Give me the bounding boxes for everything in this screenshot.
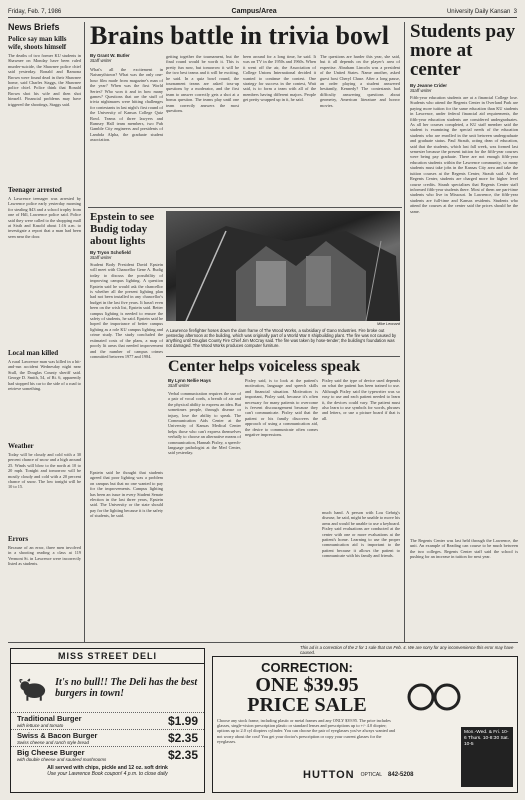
optical-store-block	[303, 769, 413, 781]
optical-body: Choose any stock frame, including plastic or metal frames and any ONLY $39.95. The price includes glasses, single-vision prescription plastic or standard lenses and prescriptions up to +/- 4.0 diopter; options up to 2.0 cyl diopters cylinder. You can choose the pair of eyeglasses you've always wanted and not worry about the cost! You get your doctor's prescription or copy your current glasses for the eyeglasses.	[217, 718, 396, 744]
news-briefs-column	[8, 22, 81, 640]
center-body-col-4: much hand. A person with Lou Gehrig's disease, he said, might be unable to move his arms and would be unable to use a keyboard. Pixley said evaluations are conducted at the center with one or more evaluations at the patient's home. Learning to use the proper communication aid is important to the patient because it allows the patient to communicate with his family and friends.	[322, 510, 400, 559]
deli-item-text	[17, 748, 106, 762]
trivia-body-col-1: What's all the excitement in Naismythtown? What was the only one-hour film made from magazine's man of the year? When was the first World Series? Who won it and in how many games? Questions that are the stuff of trivia nightmares were hitting challenges for contestants in last night's first round of the University of Kansas College Quiz Bowl. Teams of three lawyers and Ramsey Hall team members, two Pub Gamble City engineers and presidents of Lambda Alpha, the graduate student association.	[90, 67, 163, 143]
photo-caption: A Lawrence firefighter hoses down the dam frame of The Wood Works, a subsidiary of Gano Industries. Fire broke out yesterday afternoon at the building, which was originally part of a World War II shipbuilding plant. The fire was not caused by anything until Douglas County Fire Chief Jim McCray said. The fire was taken by hose-tender; the building's foundation was not damaged. The Wood Works produces computer furniture.	[166, 328, 397, 348]
trivia-headline: Brains battle in trivia bowl	[90, 21, 390, 50]
deli-footer: All served with chips, pickle and 12 oz. soft drink	[47, 765, 168, 771]
deli-menu	[11, 712, 204, 763]
brief-headline-4: Weather	[8, 442, 34, 450]
paper-name-page	[447, 9, 517, 15]
center-body-col-3: Pixley said the type of device used depends on what the patient has been trained to use. Although Pixley said the typewriter was so easy to use and each patient needed to learn it, the devices could vary. The patient must also learn to use symbols for words, phrases and letters, or use a picture board if that is all.	[322, 378, 400, 421]
optical-hours-box	[461, 727, 513, 787]
correction-title: CORRECTION:	[261, 660, 353, 675]
price-line-1: ONE $39.95	[255, 674, 359, 696]
students-pay-column	[410, 22, 518, 642]
optical-store-name: HUTTON	[303, 769, 355, 781]
students-pay-body-2: The Regents Center was last held through the Lawrence, the unit. An example of Reading can course to be much between the two colleges. Regents Center staff said the school is pushing for an increase in tuition for next year.	[410, 538, 518, 560]
deli-menu-item	[11, 746, 204, 763]
brief-headline-2: Teenager arrested	[8, 186, 62, 194]
deli-item-price: $2.35	[167, 748, 198, 762]
deli-tagline: It's no bull!! The Deli has the best burgers in town!	[55, 677, 198, 699]
news-briefs-title: News Briefs	[8, 22, 60, 32]
deli-item-detail: Swiss cheese and ranch style bread	[17, 740, 90, 745]
page-header	[8, 6, 517, 18]
deli-item-name: Swiss & Bacon Burger	[17, 731, 98, 740]
page-number: 3	[513, 8, 517, 15]
optical-ad-main	[217, 660, 397, 760]
optical-store-sub: OPTICAL	[360, 772, 383, 778]
deli-item-price: $2.35	[167, 731, 198, 745]
epstein-body-continued: Epstein said he thought that students agreed that poor lighting was a problem on campus but that no one wanted to pay for the improvements. Campus lighting has been an issue in every Student Senate election in the last three years, Epstein said. The University or the state should pay for the lighting because it is the safety of students, he said.	[90, 470, 163, 519]
ad-separator	[8, 642, 518, 643]
trivia-byline: By Grant W. Butler	[90, 53, 130, 58]
fire-photo-art	[166, 211, 400, 321]
deli-item-detail: with double cheese and sautéed mushrooms	[17, 757, 107, 762]
paper-name: University Daily Kansan	[446, 8, 511, 15]
center-byline-role: Staff writer	[168, 383, 190, 388]
column-divider-right	[404, 22, 405, 642]
glasses-icon	[403, 667, 463, 727]
deli-item-name: Big Cheese Burger	[17, 748, 85, 757]
epstein-body: Student Body President David Epstein will meet with Chancellor Gene A. Budig today to discuss the possibility of improving campus lighting. A question Epstein said he would ask the chancellor is whether all the present lighting plan had not been installed in any chancellor's budget in the last five years. It hasn't even been on the wish list, Epstein said. Better campus lighting is needed to ensure the safety of students, he said. Epstein said he hoped the importance of better campus lighting as a role KU campus lighting and crime study. The study concluded the estimated costs of the plans, a map of poorly lit areas that needed improvement and the number of campus crimes committed between 1977 and 1984.	[90, 262, 163, 359]
deli-item-text	[17, 714, 82, 728]
trivia-body-col-4: The questions are harder this year, she said, but it all depends on the player's area of expertise. Abraham Lincoln was a president of the United States. Name another, asked guest host Cheryl Chase. After a long pause, an order playing a student answered hesitantly, Kennedy? The contestants had difficulty answering questions about geometry, American literature and horror movies.	[320, 54, 400, 108]
deli-footer-2: Use your Lawrence Book coupon! 4 p.m. to close daily	[47, 771, 168, 777]
epstein-byline-role: Staff writer	[90, 255, 112, 260]
optical-ad	[212, 656, 518, 793]
deli-ad	[10, 648, 205, 793]
brief-body-3: A rural Lawrence man was killed in a hit-and-run accident Wednesday night near Stull, the Douglas County sheriff said. George D. Smith, 54, of Rt. 6, apparently had stopped his car to the side of a road to retrieve something.	[8, 359, 81, 392]
photo-credit: Mike Leonard	[376, 322, 400, 326]
brief-body-1: The deaths of two former KU students in Shawnee on Monday have been ruled murder-suicide, the Shawnee police chief said yesterday. Ronald and Ramona Brown were found dead in their Shawnee home, said Charles Staggs, the Shawnee police chief. Police think that Ronald Brown shot his wife and then shot himself. Financial problems may have triggered the shootings, Staggs said.	[8, 53, 81, 107]
students-pay-byline: By Jeanne Crider	[410, 83, 448, 88]
bull-icon	[17, 668, 49, 708]
trivia-body-col-2: getting together the tournament, but the final round would be worth it. This is pretty fun now, but tomorrow it will be the two best teams and it will be exciting, he said. In a quiz bowl round, the tournament teams are asked toss-up questions by a moderator, and the first team to answer correctly gets a shot at a bonus question. The teams play until one team correctly answers the most questions.	[166, 54, 239, 114]
students-pay-body: Fifth-year education students are at a financial College lose. Students who attend the Regents Center in Overland Park are paying more tuition for the same education than KU students in Lawrence, under federal financial aid requirements, the fifth-year education students are considered undergraduates. As all her courses completed, a KU staff member said the student is examining the special needs of the education students who are enrolled in the unit between undergraduate and graduate status. Paul Straub, acting dean of education, said that the students, which last fall week, was formed last semester because the present tuition for the fifth-year courses were being pay graduate. There are not enough fifth-year education students within the Lawrence community, so many students must take jobs in the Kansas City area and take the tuition courses at the Regents Center, Straub said. At the Regents Center, students are charged more for higher level course credits. Straub specializes that Regents Center staff informed fifth-year students there. Most of them are part-time students who live in Missouri. In Lawrence, the fifth-year students are full-time and Kansas residents. Students who attend the courses at the center said the prices should be the same.	[410, 95, 518, 214]
section-rule	[88, 207, 402, 208]
epstein-byline: By Tryon Schofield	[90, 250, 131, 255]
deli-item-name: Traditional Burger	[17, 714, 82, 723]
optical-phone: 842-5208	[388, 772, 414, 778]
brief-headline-1: Police say man kills wife, shoots himself	[8, 35, 67, 51]
deli-brand: MISS STREET DELI	[11, 649, 204, 664]
brief-body-4: Today will be cloudy and cold with a 30 percent chance of snow and a high around 25. Winds will blow to the north at 10 to 20 mph. Tonight and tomorrow will be mostly cloudy and cold with a 20 percent chance of snow. The low tonight will be 10 to 15.	[8, 452, 81, 490]
center-story-rule	[166, 356, 400, 357]
section-name: Campus/Area	[231, 8, 277, 15]
correction-notice: This ad is a correction of the 2 for 1 sale that ran Feb. 4. We are sorry for any inconvenience this error may have caused.	[300, 645, 514, 655]
center-byline: By Lynn Nellie Hays	[168, 378, 211, 383]
center-body-col-1: Verbal communication requires the use of a pair of vocal cords, a breath of air and the physical ability to express an idea. But sometimes people, through disease or injury, lose the ability to speak. The Communication Aids Center at the University of Kansas Medical Center helps those who can't express themselves verbally to choose an alternative means of communication, Hannah Pixley, a speech-language pathologist at the Med Center, said yesterday.	[168, 391, 241, 456]
center-headline: Center helps voiceless speak	[168, 358, 361, 375]
students-pay-byline-role: Staff writer	[410, 88, 432, 93]
center-byline-block	[168, 378, 241, 390]
column-divider	[84, 22, 85, 642]
fire-photo	[166, 211, 400, 321]
brief-headline-5: Errors	[8, 535, 29, 543]
students-pay-headline: Students pay more at center	[410, 22, 516, 80]
deli-promo	[11, 664, 204, 712]
price-line-2: PRICE SALE	[247, 694, 367, 716]
center-body-col-2: Pixley said, is to look at the patient's motivation, language and speech skills and financial situation. Motivation is important, Pixley said, because it's often necessary for many patients to overcome is fervent discouragement because they can't communicate. Pixley said that the patient or his family discovers the approach of using a communication aid, the desire to communicate often comes negative impressions.	[245, 378, 318, 438]
trivia-byline-block	[90, 53, 160, 67]
trivia-body-col-3: been around for a long time, he said. It was on TV in the 1950s and 1960s. When it went off the air, the Association of College Unions International decided it wanted to continue the contest. One strategy for success in the contest, Watt said, is to form a team with all of the members having different majors. People get pretty wrapped up in it, he said.	[243, 54, 316, 103]
epstein-headline: Epstein to see Budig today about lights	[90, 211, 155, 247]
deli-menu-item	[11, 712, 204, 729]
brief-headline-3: Local man killed	[8, 349, 59, 357]
trivia-byline-role: Staff writer	[90, 58, 112, 63]
issue-date: Friday, Feb. 7, 1986	[8, 8, 62, 15]
deli-item-text	[17, 731, 97, 745]
deli-menu-item	[11, 729, 204, 746]
brief-body-5: Because of an error, three men involved in a shooting reading a class at 119 Vermont St. in Lawrence were incorrectly listed as students.	[8, 545, 81, 567]
optical-hours: Mon.-Wed. & Fri. 10-6 Thurs. 10-8:30 Sat. 10-5	[464, 730, 509, 747]
brief-body-2: A Lawrence teenager was arrested by Lawrence police early yesterday morning for stealing $43 and a school trophy from one of Hill, Lawrence police said. Police said they were called to the shopping mall at Sixth and Kasold about 1:16 a.m. to investigate a report that a man had been seen near the door.	[8, 196, 81, 239]
deli-item-detail: with lettuce and tomato	[17, 723, 64, 728]
deli-item-price: $1.99	[167, 714, 198, 728]
